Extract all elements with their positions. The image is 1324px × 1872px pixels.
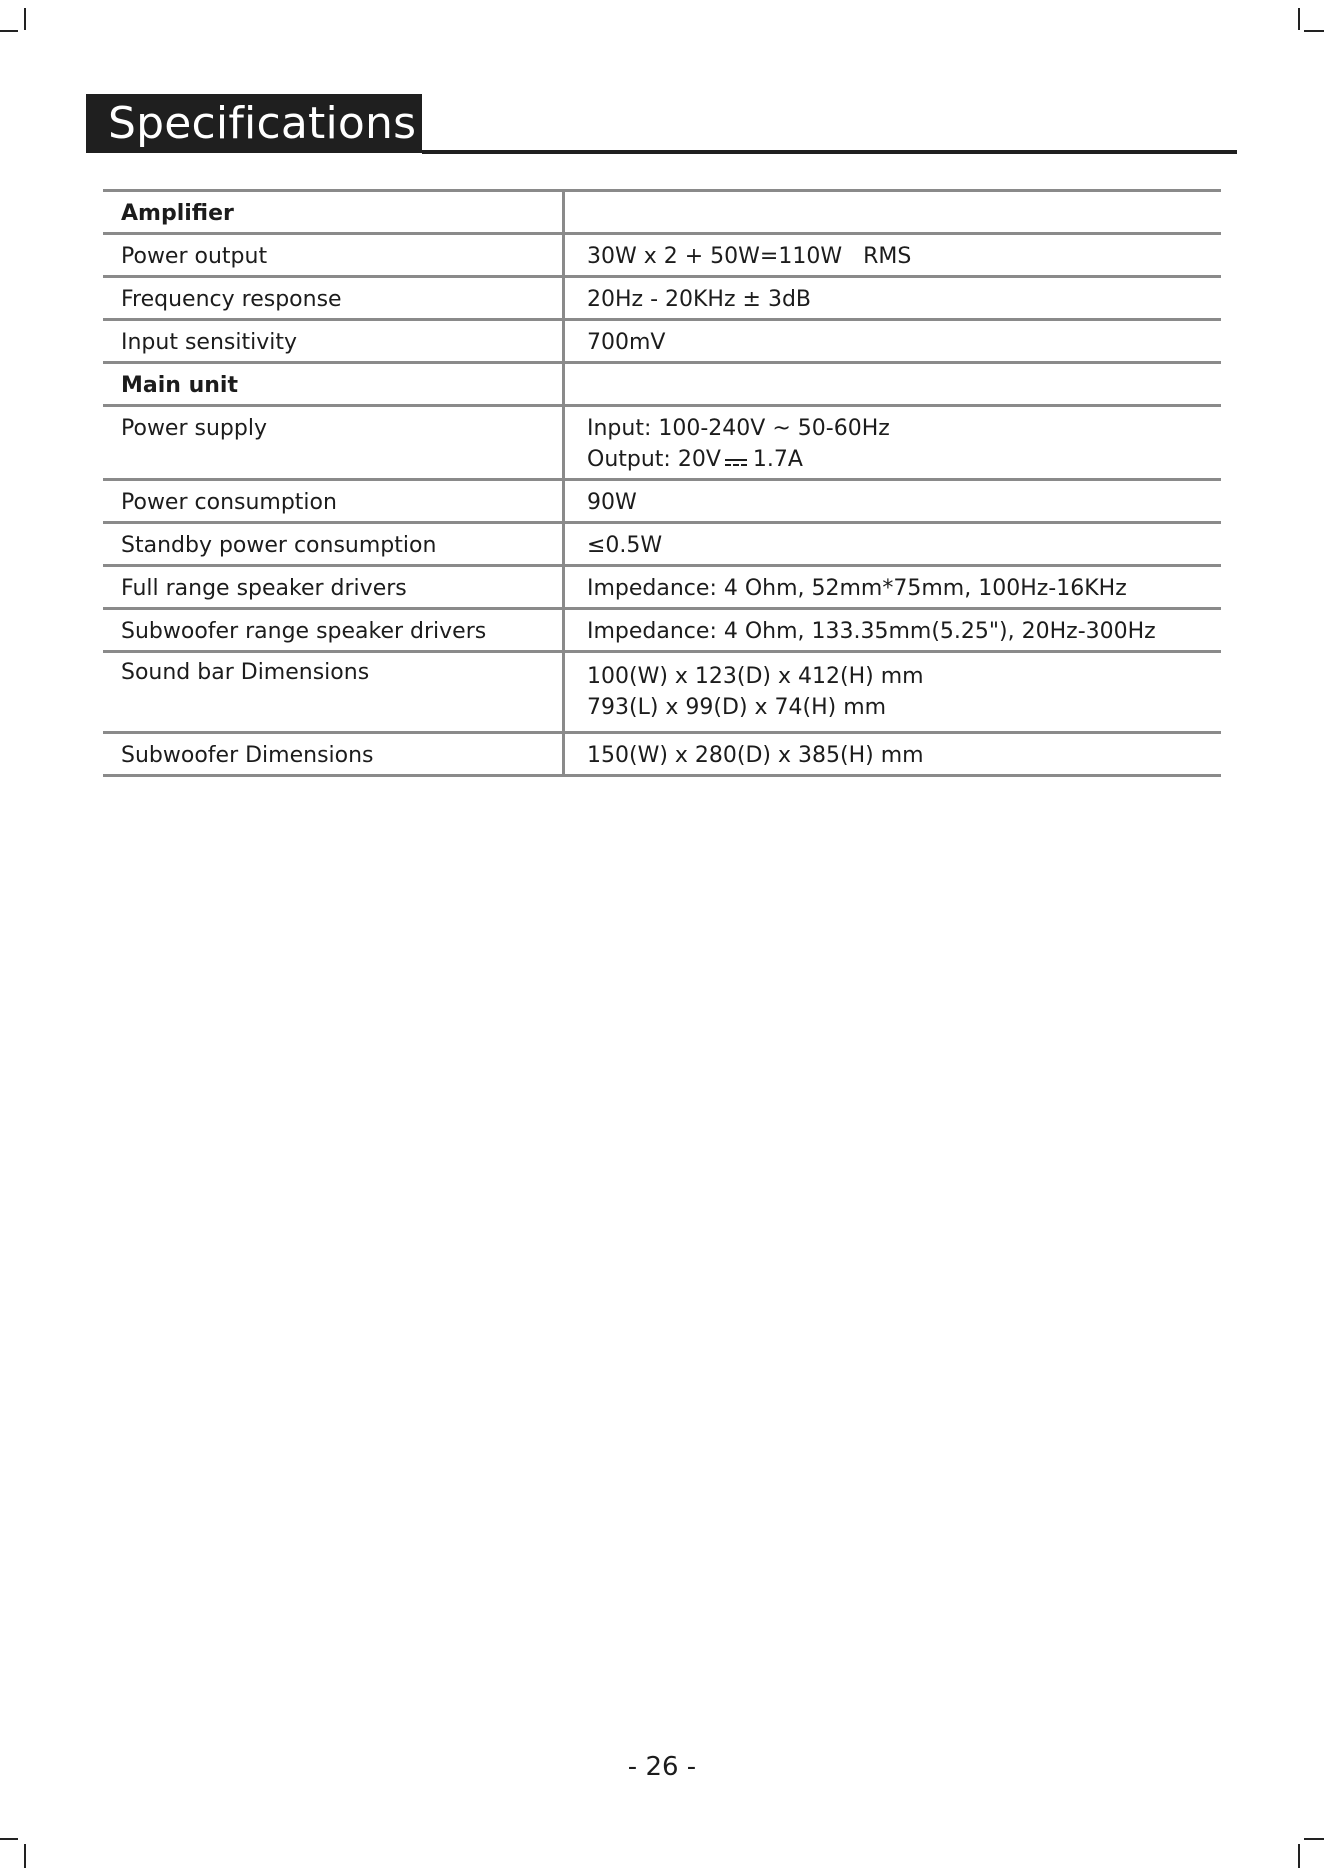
spec-label: Sound bar Dimensions: [103, 652, 564, 733]
spec-value: ≤0.5W: [564, 523, 1222, 566]
spec-label: Power consumption: [103, 480, 564, 523]
table-row: [103, 609, 1221, 652]
page-number: - 26 -: [627, 1752, 697, 1782]
spec-label: Subwoofer range speaker drivers: [103, 609, 564, 652]
spec-value: [564, 406, 1222, 480]
spec-value-line: 793(L) x 99(D) x 74(H) mm: [587, 695, 887, 720]
spec-label: Input sensitivity: [103, 320, 564, 363]
table-row: [103, 191, 1221, 234]
spec-value: 150(W) x 280(D) x 385(H) mm: [564, 733, 1222, 776]
spec-label: Power output: [103, 234, 564, 277]
specifications-table: [103, 189, 1221, 777]
section-header-main-unit: Main unit: [103, 363, 564, 406]
spec-value-line: 100(W) x 123(D) x 412(H) mm: [587, 664, 924, 689]
crop-mark-top-right: [1298, 8, 1300, 30]
spec-value: Impedance: 4 Ohm, 133.35mm(5.25"), 20Hz-300Hz: [564, 609, 1222, 652]
spec-value: 20Hz - 20KHz ± 3dB: [564, 277, 1222, 320]
dc-symbol-icon: [725, 456, 747, 468]
spec-label: Power supply: [103, 406, 564, 480]
spec-value: 30W x 2 + 50W=110W RMS: [564, 234, 1222, 277]
spec-value: [564, 191, 1222, 234]
table-row: [103, 234, 1221, 277]
section-header-amplifier: Amplifier: [103, 191, 564, 234]
crop-mark-bottom-left: [24, 1844, 26, 1868]
spec-value: Impedance: 4 Ohm, 52mm*75mm, 100Hz-16KHz: [564, 566, 1222, 609]
table-row: [103, 406, 1221, 480]
table-row: [103, 652, 1221, 733]
page-title: Specifications: [86, 94, 422, 153]
crop-mark-bottom-left: [0, 1838, 18, 1840]
output-current: 1.7A: [752, 447, 803, 472]
spec-label: Full range speaker drivers: [103, 566, 564, 609]
crop-mark-top-left: [0, 30, 18, 32]
table-row: [103, 277, 1221, 320]
table-row: [103, 733, 1221, 776]
spec-label: Frequency response: [103, 277, 564, 320]
title-underline: [422, 150, 1237, 154]
spec-value: 700mV: [564, 320, 1222, 363]
crop-mark-top-left: [24, 8, 26, 30]
spec-label: Standby power consumption: [103, 523, 564, 566]
spec-label: Subwoofer Dimensions: [103, 733, 564, 776]
spec-value-line: [587, 444, 1203, 475]
crop-mark-top-right: [1304, 30, 1324, 32]
table-row: [103, 480, 1221, 523]
spec-value: [564, 363, 1222, 406]
spec-value: [564, 652, 1222, 733]
spec-value-line: Input: 100-240V ~ 50-60Hz: [587, 416, 890, 441]
table-row: [103, 363, 1221, 406]
table-row: [103, 523, 1221, 566]
table-row: [103, 320, 1221, 363]
crop-mark-bottom-right: [1298, 1844, 1300, 1868]
crop-mark-bottom-right: [1304, 1838, 1324, 1840]
spec-value: 90W: [564, 480, 1222, 523]
table-row: [103, 566, 1221, 609]
output-voltage: Output: 20V: [587, 447, 721, 472]
